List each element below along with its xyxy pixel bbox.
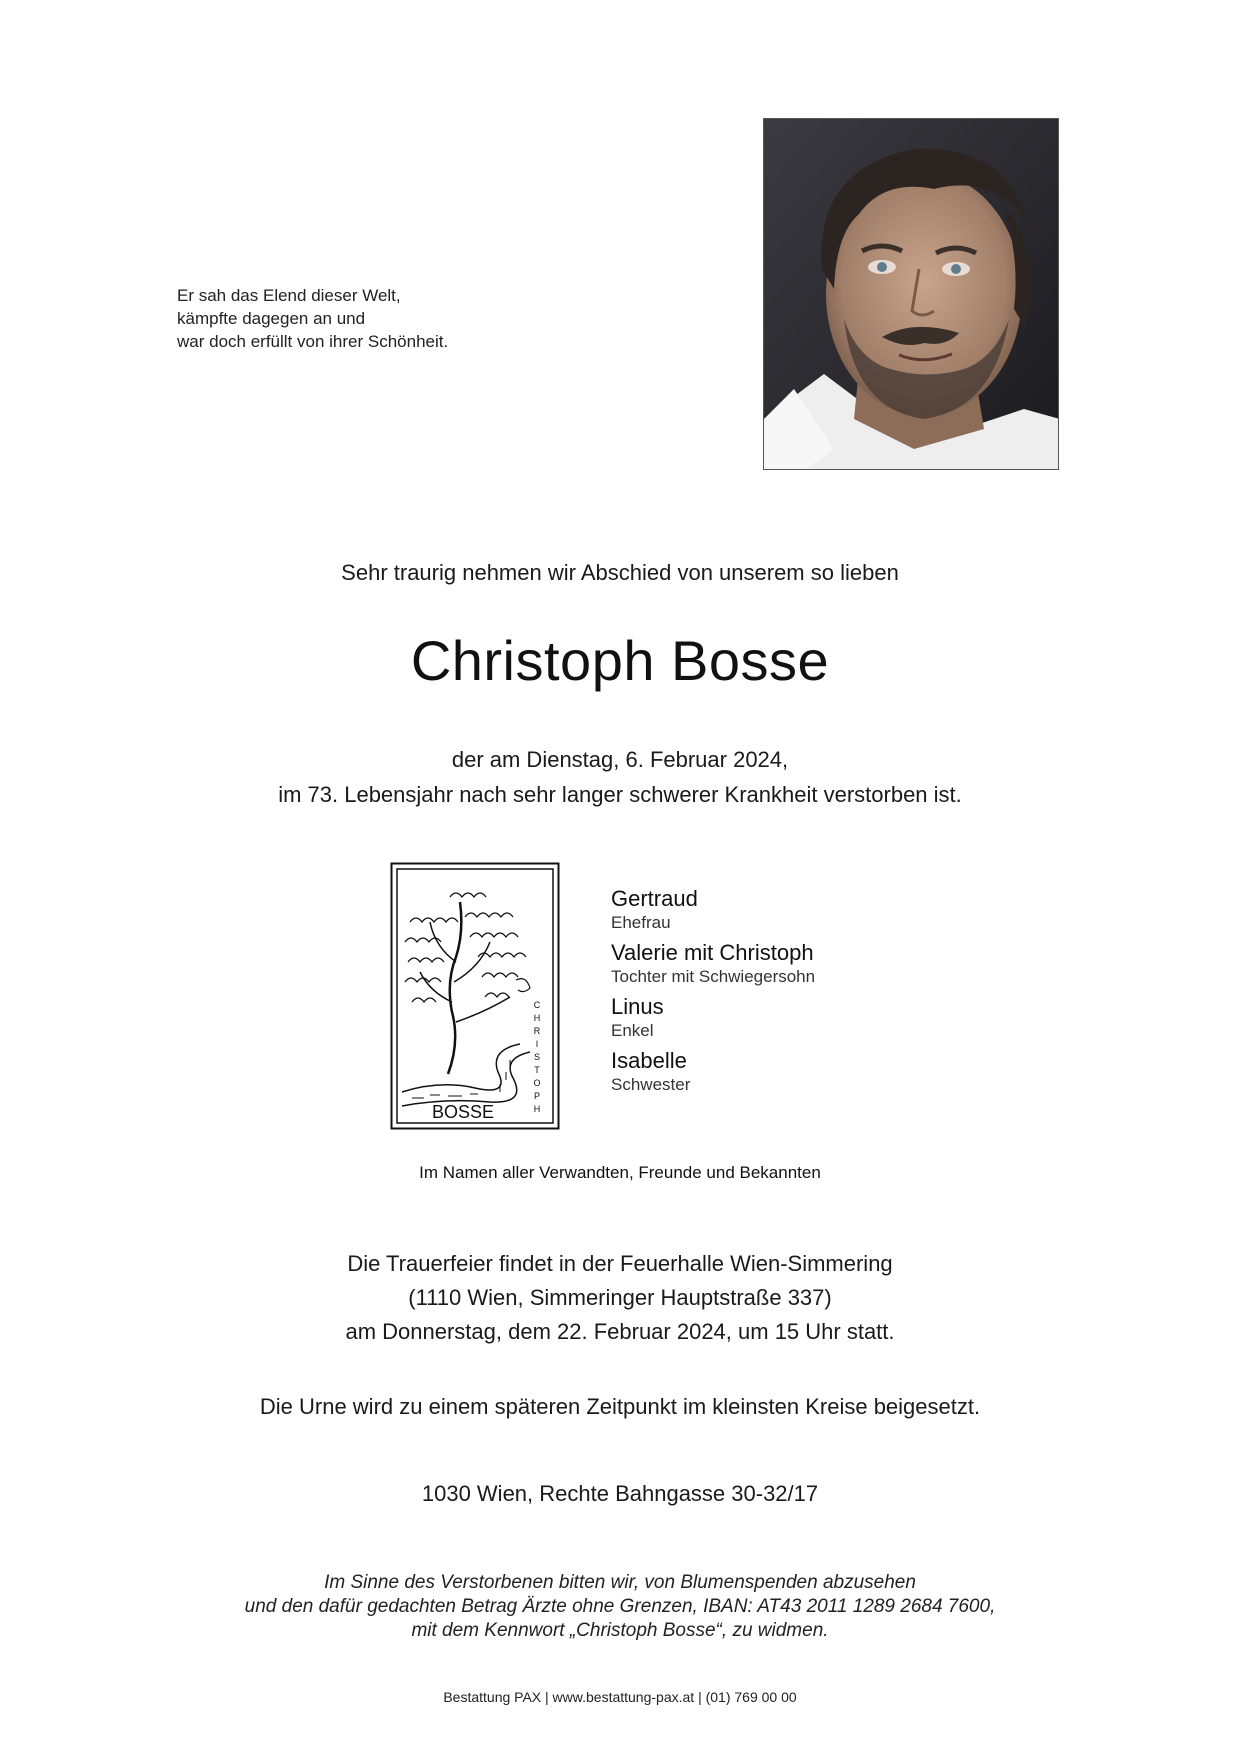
emblem-letter: T: [534, 1065, 540, 1075]
mourner-entry: [611, 885, 815, 933]
emblem-letter: H: [533, 1013, 541, 1023]
deceased-name: Christoph Bosse: [410, 629, 830, 692]
death-notice: [0, 742, 1240, 812]
mourner-name: Gertraud: [611, 886, 698, 911]
funeral-home-footer: Bestattung PAX | www.bestattung-pax.at | (01) 769 00 00: [443, 1689, 797, 1705]
quote-line: kämpfte dagegen an und: [177, 309, 366, 328]
mourner-name: Linus: [611, 994, 664, 1019]
tree-emblem: [390, 862, 560, 1130]
mourner-entry: [611, 993, 815, 1041]
ceremony-line: am Donnerstag, dem 22. Februar 2024, um 15 Uhr statt.: [345, 1319, 895, 1344]
donation-line: und den dafür gedachten Betrag Ärzte ohne Grenzen, IBAN: AT43 2011 1289 2684 7600,: [244, 1596, 996, 1617]
mourner-entry: [611, 1047, 815, 1095]
quote-line: war doch erfüllt von ihrer Schönheit.: [177, 332, 449, 351]
family-address: 1030 Wien, Rechte Bahngasse 30-32/17: [421, 1481, 819, 1506]
quote-line: Er sah das Elend dieser Welt,: [177, 286, 401, 305]
intro-text: Sehr traurig nehmen wir Abschied von unserem so lieben: [341, 560, 899, 585]
portrait-photo: [763, 118, 1059, 470]
emblem-letter: C: [533, 1000, 541, 1010]
emblem-letter: H: [533, 1104, 541, 1114]
mourner-relation: Ehefrau: [611, 913, 671, 932]
mourner-relation: Schwester: [611, 1075, 691, 1094]
ceremony-line: Die Trauerfeier findet in der Feuerhalle Wien-Simmering: [347, 1251, 893, 1276]
mourner-relation: Tochter mit Schwiegersohn: [611, 967, 816, 986]
memorial-quote: [177, 284, 448, 353]
emblem-letter: S: [533, 1052, 541, 1062]
tree-emblem-drawing: [390, 862, 560, 1130]
funeral-ceremony: [0, 1247, 1240, 1349]
death-age-line: im 73. Lebensjahr nach sehr langer schwerer Krankheit verstorben ist.: [278, 782, 962, 807]
mourners-list: [611, 885, 815, 1101]
emblem-letter: O: [533, 1078, 541, 1088]
portrait-illustration: [764, 119, 1059, 470]
mourner-name: Isabelle: [611, 1048, 687, 1073]
mourner-entry: [611, 939, 815, 987]
on-behalf-line: Im Namen aller Verwandten, Freunde und Bekannten: [419, 1163, 821, 1182]
donation-request: [0, 1571, 1240, 1643]
donation-line: Im Sinne des Verstorbenen bitten wir, von Blumenspenden abzusehen: [324, 1572, 916, 1593]
mourner-name: Valerie mit Christoph: [611, 940, 814, 965]
urn-burial-note: Die Urne wird zu einem späteren Zeitpunkt im kleinsten Kreise beigesetzt.: [259, 1394, 981, 1419]
emblem-surname: BOSSE: [432, 1102, 495, 1122]
emblem-letter: I: [535, 1039, 539, 1049]
mourner-relation: Enkel: [611, 1021, 654, 1040]
emblem-vertical-name: [533, 1000, 540, 1114]
death-date-line: der am Dienstag, 6. Februar 2024,: [451, 747, 789, 772]
emblem-letter: R: [533, 1026, 541, 1036]
donation-line: mit dem Kennwort „Christoph Bosse“, zu widmen.: [411, 1620, 829, 1641]
ceremony-line: (1110 Wien, Simmeringer Hauptstraße 337): [408, 1285, 832, 1310]
emblem-letter: P: [533, 1091, 541, 1101]
